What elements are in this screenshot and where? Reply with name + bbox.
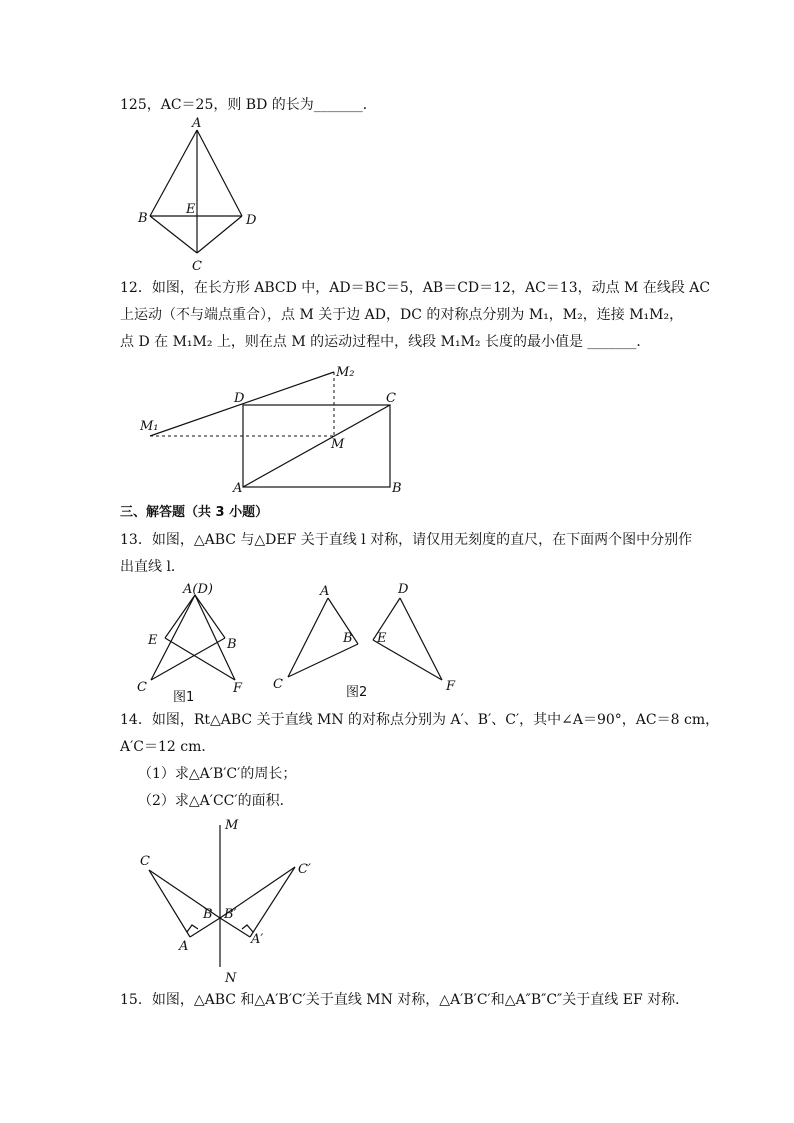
q14-label-c: C <box>140 854 150 869</box>
q11-label-b: B <box>138 211 148 226</box>
q13-line-1: 13．如图，△ABC 与△DEF 关于直线 l 对称，请仅用无刻度的直尺，在下面两个图中分别作 <box>120 532 693 548</box>
q12-label-m: M <box>331 437 345 452</box>
q13-fig1-label-b: B <box>227 637 237 652</box>
q12-line-3: 点 D 在 M₁M₂ 上，则在点 M 的运动过程中，线段 M₁M₂ 长度的最小值是 _______． <box>120 334 651 350</box>
q14-label-c-prime: C′ <box>298 862 311 877</box>
section-3-title: 三、解答题（共 3 小题） <box>120 505 269 520</box>
q12-label-b: B <box>392 481 402 496</box>
q13-fig2-label-b: B <box>343 631 353 646</box>
q14-label-b: B <box>203 907 213 922</box>
q12-label-m2: M₂ <box>336 365 355 380</box>
q13-fig1-caption: 图1 <box>173 690 195 705</box>
q13-figure-2 <box>270 580 470 705</box>
q12-rectangle-diagram <box>138 362 418 502</box>
q11-label-d: D <box>246 213 257 228</box>
q13-fig1-label-f: F <box>233 681 243 696</box>
q13-fig1-label-c: C <box>137 680 147 695</box>
q13-fig1-label-ad: A(D) <box>183 582 213 597</box>
q12-line-1: 12．如图，在长方形 ABCD 中，AD＝BC＝5，AB＝CD＝12，AC＝13，动点 M 在线段 AC <box>120 280 711 296</box>
q13-fig2-label-c: C <box>273 677 283 692</box>
q14-label-b-prime: B′ <box>224 907 237 922</box>
q11-kite-diagram <box>130 118 270 278</box>
q15-line-1: 15．如图，△ABC 和△A′B′C′关于直线 MN 对称，△A′B′C′和△A″B″C″关于直线 EF 对称． <box>120 992 690 1008</box>
q13-fig2-caption: 图2 <box>346 685 368 700</box>
q13-line-2: 出直线 l． <box>120 559 185 575</box>
q12-label-c: C <box>386 391 396 406</box>
q14-label-a-prime: A′ <box>251 932 264 947</box>
q14-label-m: M <box>225 818 239 833</box>
q13-fig2-label-f: F <box>446 679 456 694</box>
q14-reflection-diagram <box>135 815 335 987</box>
q14-line-1: 14．如图，Rt△ABC 关于直线 MN 的对称点分别为 A′、B′、C′，其中∠A＝90°，AC＝8 cm， <box>120 712 720 728</box>
q13-fig1-label-e: E <box>148 633 158 648</box>
q11-label-c: C <box>192 259 202 274</box>
q12-label-a: A <box>233 481 243 496</box>
q14-label-n: N <box>225 971 237 986</box>
q11-label-e: E <box>186 202 196 217</box>
q14-label-a: A <box>179 939 189 954</box>
q13-figure-1 <box>133 580 253 705</box>
q14-sub-2: （2）求△A′CC′的面积． <box>138 793 294 809</box>
q12-label-m1: M₁ <box>140 419 159 434</box>
q11-tail-text: 125，AC＝25，则 BD 的长为_______． <box>120 97 377 113</box>
q13-fig2-label-d: D <box>398 582 409 597</box>
q12-label-d: D <box>234 391 245 406</box>
q14-sub-1: （1）求△A′B′C′的周长； <box>138 766 297 782</box>
q13-fig2-label-e: E <box>377 631 387 646</box>
q11-label-a: A <box>192 116 202 131</box>
q12-line-2: 上运动（不与端点重合），点 M 关于边 AD，DC 的对称点分别为 M₁，M₂，连接 M₁M₂， <box>120 307 684 323</box>
q13-fig2-label-a: A <box>320 584 330 599</box>
q14-line-2: A′C＝12 cm． <box>120 739 216 755</box>
